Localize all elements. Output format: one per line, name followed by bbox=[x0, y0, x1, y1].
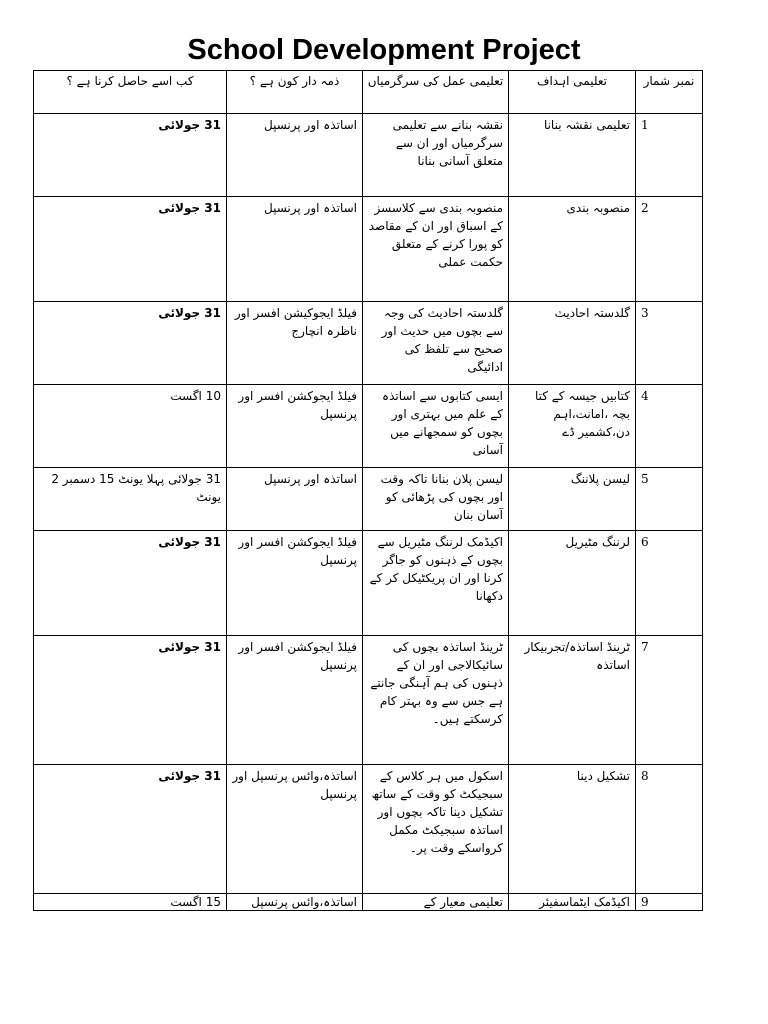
table-row bbox=[34, 114, 703, 197]
table-row bbox=[34, 894, 703, 911]
row-activity: گلدستہ احادیث کی وجہ سے بچوں میں حدیث اور صحیح سے تلفظ کی ادائیگی bbox=[363, 302, 509, 385]
row-goal: ٹرینڈ اساتذہ/تجربیکار اساتذہ bbox=[509, 636, 636, 765]
header-when: کب اسے حاصل کرنا ہے ؟ bbox=[34, 71, 227, 114]
row-responsible: اساتذہ،وائس پرنسپل اور پرنسپل bbox=[227, 765, 363, 894]
row-goal: تعلیمی نقشہ بنانا bbox=[509, 114, 636, 197]
header-goals: تعلیمی اہداف bbox=[509, 71, 636, 114]
table-row bbox=[34, 636, 703, 765]
row-number: 4 bbox=[636, 385, 703, 468]
header-number: نمبر شمار bbox=[636, 71, 703, 114]
header-activities: تعلیمی عمل کی سرگرمیاں bbox=[363, 71, 509, 114]
row-number: 1 bbox=[636, 114, 703, 197]
row-number: 7 bbox=[636, 636, 703, 765]
row-when: 31 جولائی پہلا یونٹ 15 دسمبر 2 یونٹ bbox=[34, 468, 227, 531]
row-number: 3 bbox=[636, 302, 703, 385]
row-number: 8 bbox=[636, 765, 703, 894]
row-responsible: اساتذہ اور پرنسپل bbox=[227, 114, 363, 197]
row-when: 31 جولائی bbox=[34, 114, 227, 197]
row-goal: کتابیں جیسہ کے کتا بچہ ،امانت،اہم دن،کشمیر ڈے bbox=[509, 385, 636, 468]
header-responsible: ذمہ دار کون ہے ؟ bbox=[227, 71, 363, 114]
page-title: School Development Project bbox=[187, 34, 581, 66]
row-responsible: اساتذہ اور پرنسپل bbox=[227, 468, 363, 531]
row-goal: منصوبہ بندی bbox=[509, 197, 636, 302]
row-when: 31 جولائی bbox=[34, 197, 227, 302]
row-responsible: اساتذہ اور پرنسپل bbox=[227, 197, 363, 302]
row-activity: منصوبہ بندی سے کلاسسز کے اسباق اور ان کے مقاصد کو پورا کرنے کے متعلق حکمت عملی bbox=[363, 197, 509, 302]
table-row bbox=[34, 385, 703, 468]
row-goal: لرننگ مٹیریل bbox=[509, 531, 636, 636]
table-row bbox=[34, 197, 703, 302]
row-responsible: اساتذہ،وائس پرنسپل bbox=[227, 894, 363, 911]
row-goal: تشکیل دینا bbox=[509, 765, 636, 894]
row-when: 15 اگست bbox=[34, 894, 227, 911]
row-when: 31 جولائی bbox=[34, 531, 227, 636]
table-header-row bbox=[34, 71, 703, 114]
row-when: 10 اگست bbox=[34, 385, 227, 468]
row-when: 31 جولائی bbox=[34, 302, 227, 385]
row-responsible: فیلڈ ایجوکشن افسر اور پرنسپل bbox=[227, 636, 363, 765]
row-activity: لیسن پلان بنانا تاکہ وقت اور بچوں کی پڑھائی کو آسان بنان bbox=[363, 468, 509, 531]
row-goal: گلدستہ احادیث bbox=[509, 302, 636, 385]
row-number: 6 bbox=[636, 531, 703, 636]
row-when: 31 جولائی bbox=[34, 765, 227, 894]
row-number: 5 bbox=[636, 468, 703, 531]
row-activity: اسکول میں ہر کلاس کے سبجیکٹ کو وقت کے ساتھ تشکیل دینا تاکہ بچوں اور اساتذہ سبجیکٹ مکمل کرواسکے وقت پر۔ bbox=[363, 765, 509, 894]
row-activity: ایسی کتابوں سے اساتذہ کے علم میں بہتری اور بچوں کو سمجھانے میں آسانی bbox=[363, 385, 509, 468]
table-row bbox=[34, 531, 703, 636]
row-number: 2 bbox=[636, 197, 703, 302]
row-activity: اکیڈمک لرننگ مٹیریل سے بچوں کے ذہنوں کو جاگر کرنا اور ان پریکٹیکل کر کے دکھانا bbox=[363, 531, 509, 636]
row-activity: ٹرینڈ اساتذہ بچوں کی سائیکالاجی اور ان کے ذہنوں کی ہم آہنگی جانتے ہے جس سے وہ بہتر کام کرسکتے ہیں۔ bbox=[363, 636, 509, 765]
row-goal: اکیڈمک ایٹماسفیئر bbox=[509, 894, 636, 911]
row-number: 9 bbox=[636, 894, 703, 911]
row-responsible: فیلڈ ایجوکشن افسر اور پرنسپل bbox=[227, 531, 363, 636]
row-activity: نقشہ بنانے سے تعلیمی سرگرمیاں اور ان سے متعلق آسانی بنانا bbox=[363, 114, 509, 197]
row-responsible: فیلڈ ایجوکیشن افسر اور ناظرہ انچارج bbox=[227, 302, 363, 385]
row-goal: لیسن پلاننگ bbox=[509, 468, 636, 531]
table-row bbox=[34, 765, 703, 894]
table-row bbox=[34, 302, 703, 385]
row-when: 31 جولائی bbox=[34, 636, 227, 765]
table-row bbox=[34, 468, 703, 531]
row-responsible: فیلڈ ایجوکشن افسر اور پرنسپل bbox=[227, 385, 363, 468]
development-plan-table bbox=[33, 70, 703, 911]
row-activity: تعلیمی معیار کے bbox=[363, 894, 509, 911]
